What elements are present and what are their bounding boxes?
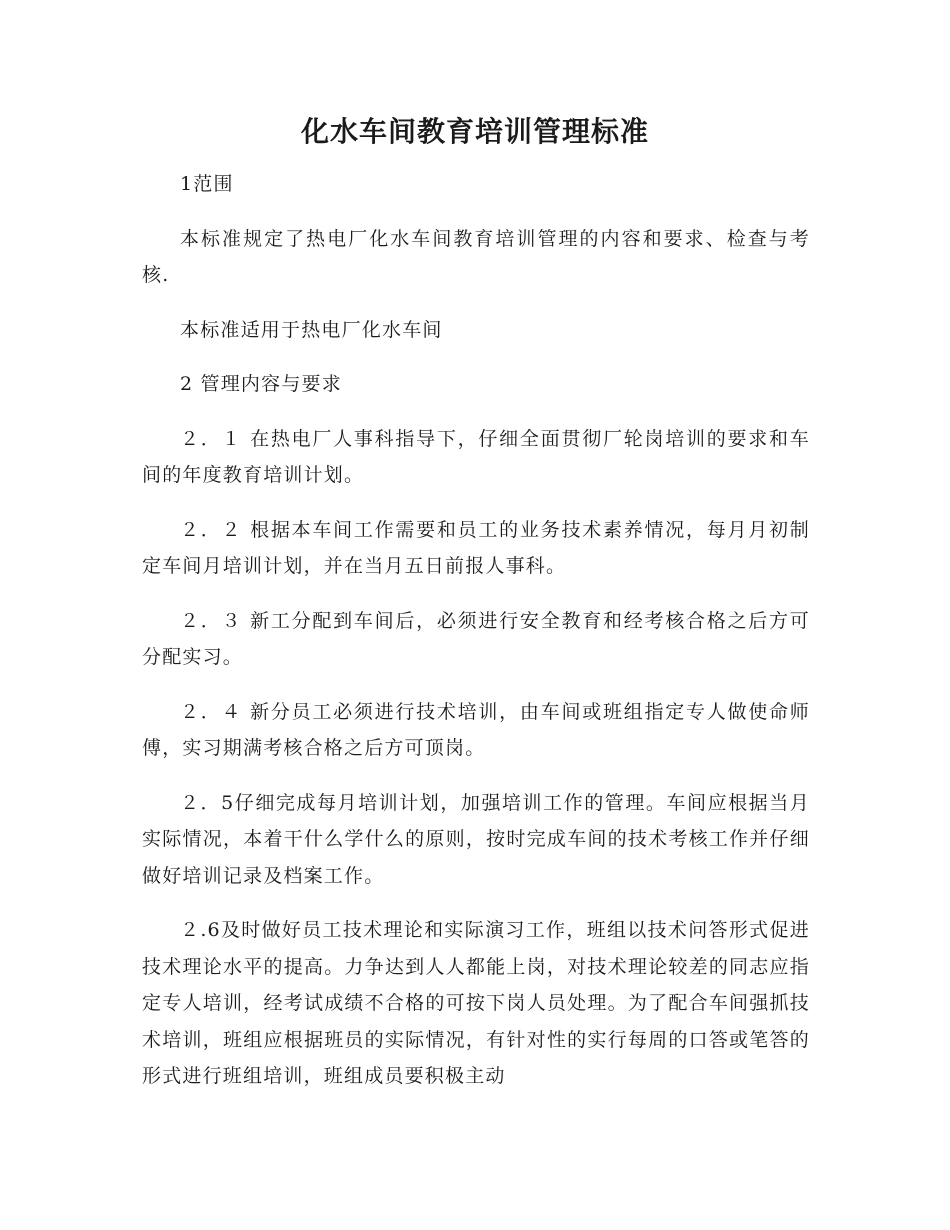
document-title: 化水车间教育培训管理标准 bbox=[300, 115, 649, 148]
paragraph-item-2-2: ２．２ 根据本车间工作需要和员工的业务技术素养情况，每月月初制定车间月培训计划，并在当月五日前报人事科。 bbox=[142, 518, 810, 577]
section-heading-management: 2 管理内容与要求 bbox=[180, 373, 342, 395]
paragraph-item-2-6: ２.6及时做好员工技术理论和实际演习工作，班组以技术问答形式促进技术理论水平的提高。力争达到人人都能上岗，对技术理论较差的同志应指定专人培训，经考试成绩不合格的可按下岗人员处理。为了配合车间强抓技术培训，班组应根据班员的实际情况，有针对性的实行每周的口答或笔答的形式进行班组培训，班组成员要积极主动 bbox=[142, 919, 810, 1087]
paragraph-scope-description: 本标准规定了热电厂化水车间教育培训管理的内容和要求、检查与考核. bbox=[142, 227, 810, 286]
paragraph-item-2-3: ２．３ 新工分配到车间后，必须进行安全教育和经考核合格之后方可分配实习。 bbox=[142, 609, 810, 668]
paragraph-item-2-1: ２．１ 在热电厂人事科指导下，仔细全面贯彻厂轮岗培训的要求和车间的年度教育培训计划。 bbox=[142, 427, 810, 486]
section-heading-scope: 1范围 bbox=[180, 173, 234, 195]
paragraph-item-2-4: ２．４ 新分员工必须进行技术培训，由车间或班组指定专人做使命师傅，实习期满考核合格之后方可顶岗。 bbox=[142, 700, 810, 759]
document-body bbox=[142, 166, 810, 1113]
paragraph-item-2-5: ２．5仔细完成每月培训计划，加强培训工作的管理。车间应根据当月实际情况，本着干什么学什么的原则，按时完成车间的技术考核工作并仔细做好培训记录及档案工作。 bbox=[142, 791, 810, 887]
paragraph-scope-applicability: 本标准适用于热电厂化水车间 bbox=[180, 318, 443, 341]
